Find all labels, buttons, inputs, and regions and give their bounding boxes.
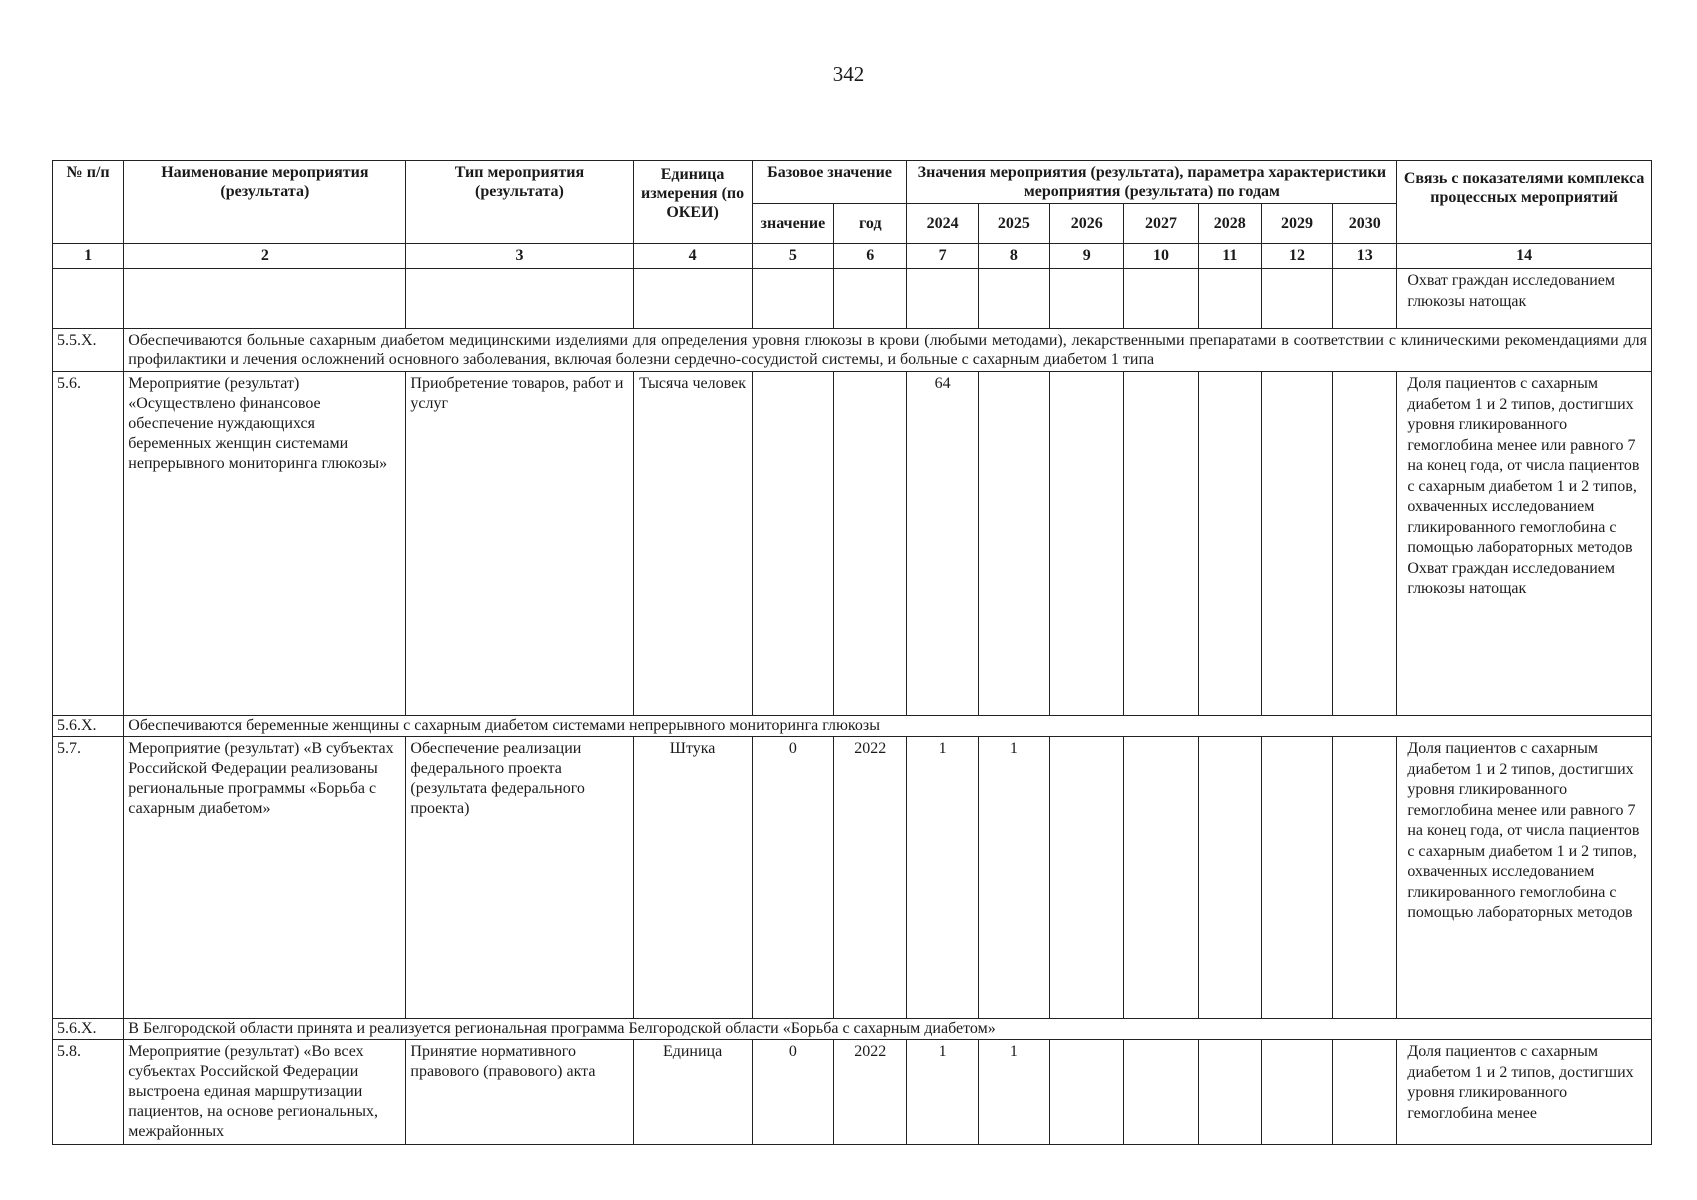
table-row [53,1019,1652,1040]
year-value [1050,372,1124,716]
header-year: 2025 [978,204,1049,244]
year-value: 1 [907,737,978,1019]
year-value [1261,372,1332,716]
activity-type: Принятие нормативного правового (правового) акта [406,1040,633,1145]
header-year: 2030 [1333,204,1397,244]
column-number: 13 [1333,244,1397,269]
base-value: 0 [752,737,833,1019]
activity-unit: Единица [633,1040,752,1145]
row-number: 5.6.Х. [53,716,124,737]
header-year: 2027 [1124,204,1198,244]
year-value [1198,372,1261,716]
table-row [53,329,1652,372]
column-number: 2 [124,244,406,269]
activity-name: Мероприятие (результат) «В субъектах Российской Федерации реализованы региональные программы «Борьба с сахарным диабетом» [124,737,406,1019]
column-number: 7 [907,244,978,269]
activity-unit: Штука [633,737,752,1019]
column-number: 14 [1397,244,1652,269]
indicator-link: Охват граждан исследованием глюкозы натощак [1397,269,1652,329]
base-year [834,372,907,716]
activity-name: Мероприятие (результат) «Осуществлено финансовое обеспечение нуждающихся беременных женщин системами непрерывного мониторинга глюкозы» [124,372,406,716]
year-value: 1 [978,1040,1049,1145]
header-type: Тип мероприятия (результата) [406,161,633,244]
column-number: 11 [1198,244,1261,269]
column-number: 10 [1124,244,1198,269]
table-row [53,1040,1652,1145]
header-unit: Единица измерения (по ОКЕИ) [633,161,752,244]
header-values: Значения мероприятия (результата), параметра характеристики мероприятия (результата) по годам [907,161,1397,204]
header-base-value: значение [752,204,833,244]
year-value [1124,737,1198,1019]
column-number: 6 [834,244,907,269]
header-year: 2026 [1050,204,1124,244]
activity-type: Обеспечение реализации федерального проекта (результата федерального проекта) [406,737,633,1019]
row-number: 5.7. [53,737,124,1019]
column-number: 1 [53,244,124,269]
column-number-row [53,244,1652,269]
year-value [978,372,1049,716]
year-value [1333,737,1397,1019]
task-description: Обеспечиваются беременные женщины с сахарным диабетом системами непрерывного мониторинга глюкозы [124,716,1652,737]
column-number: 9 [1050,244,1124,269]
header-year: 2029 [1261,204,1332,244]
column-number: 12 [1261,244,1332,269]
year-value [1050,737,1124,1019]
year-value: 1 [978,737,1049,1019]
header-name: Наименование мероприятия (результата) [124,161,406,244]
row-number: 5.6. [53,372,124,716]
header-base-year: год [834,204,907,244]
column-number: 5 [752,244,833,269]
year-value [1198,737,1261,1019]
header-base: Базовое значение [752,161,907,204]
base-value: 0 [752,1040,833,1145]
activity-name: Мероприятие (результат) «Во всех субъектах Российской Федерации выстроена единая маршрутизации пациентов, на основе региональных, межрайонных [124,1040,406,1145]
table-row [53,737,1652,1019]
activity-unit: Тысяча человек [633,372,752,716]
year-value [1333,1040,1397,1145]
table-row [53,372,1652,716]
year-value [1261,1040,1332,1145]
base-value [752,372,833,716]
activity-type: Приобретение товаров, работ и услуг [406,372,633,716]
column-number: 3 [406,244,633,269]
year-value: 64 [907,372,978,716]
year-value: 1 [907,1040,978,1145]
table-row [53,716,1652,737]
table-row [53,269,1652,329]
indicator-link: Доля пациентов с сахарным диабетом 1 и 2 типов, достигших уровня гликированного гемоглобина менее или равного 7 на конец года, от числа пациентов с сахарным диабетом 1 и 2 типов, охваченных исследованием гликированного гемоглобина с помощью лабораторных методов [1397,737,1652,1019]
year-value [1333,372,1397,716]
header-link: Связь с показателями комплекса процессных мероприятий [1397,161,1652,244]
page-number: 342 [832,62,865,86]
row-number: 5.8. [53,1040,124,1145]
base-year: 2022 [834,1040,907,1145]
header-year: 2024 [907,204,978,244]
year-value [1050,1040,1124,1145]
header-row-1 [53,161,1652,204]
task-description: Обеспечиваются больные сахарным диабетом медицинскими изделиями для определения уровня глюкозы в крови (любыми методами), лекарственными препаратами в соответствии с клиническими рекомендациями для профилактики и лечения осложнений основного заболевания, включая болезни сердечно-сосудистой системы, и больные с сахарным диабетом 1 типа [124,329,1652,372]
year-value [1261,737,1332,1019]
header-year: 2028 [1198,204,1261,244]
header-num: № п/п [53,161,124,244]
column-number: 8 [978,244,1049,269]
indicator-link: Доля пациентов с сахарным диабетом 1 и 2 типов, достигших уровня гликированного гемоглобина менее [1397,1040,1652,1145]
task-description: В Белгородской области принята и реализуется региональная программа Белгородской области «Борьба с сахарным диабетом» [124,1019,1652,1040]
row-number: 5.6.Х. [53,1019,124,1040]
indicator-link: Доля пациентов с сахарным диабетом 1 и 2 типов, достигших уровня гликированного гемоглобина менее или равного 7 на конец года, от числа пациентов с сахарным диабетом 1 и 2 типов, охваченных исследованием гликированного гемоглобина с помощью лабораторных методов Охват граждан исследованием глюкозы натощак [1397,372,1652,716]
year-value [1198,1040,1261,1145]
base-year: 2022 [834,737,907,1019]
column-number: 4 [633,244,752,269]
activities-table [52,160,1652,1145]
row-number: 5.5.Х. [53,329,124,372]
year-value [1124,372,1198,716]
year-value [1124,1040,1198,1145]
